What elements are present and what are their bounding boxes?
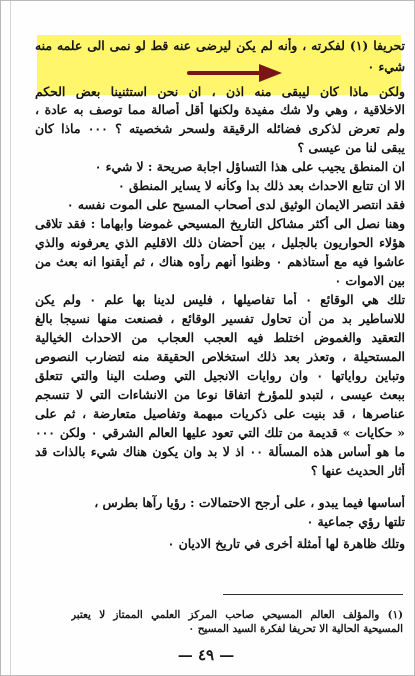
body-line: تلك هي الوقائع ٠ أما تفاصيلها ، فليس لدينا بها علم ٠ ولم يكن xyxy=(35,292,405,307)
footnote-line: المسيحية الحالية الا تحريفا لفكرة السيد المسيح ٠ xyxy=(188,623,403,635)
page-number: — ٤٩ — xyxy=(177,646,235,664)
body-line: وتلك ظاهرة لها أمثلة أخرى في تاريخ الاديان ٠ xyxy=(167,536,405,551)
body-line: التعقيد والغموض اختلط فيه العجب العجاب من الاحداث الخيالية xyxy=(35,330,405,345)
body-line: وهنا نصل الى أكثر مشاكل التاريخ المسيحي غموضا وابهاما : فقد تلاقى xyxy=(35,216,405,231)
body-line: تلتها رؤي جماعية ٠ xyxy=(306,514,405,529)
body-line: الا ان تتابع الاحداث بعد ذلك بدا وكأنه لا يساير المنطق ٠ xyxy=(117,178,405,193)
body-line: ان المنطق يجيب على هذا التساؤل اجابة صريحة : لا شيء ٠ xyxy=(94,159,405,174)
body-line: بين الاموات ٠ xyxy=(334,273,405,288)
body-line: الاخلاقية ، وهي ولا شك مفيدة ولكنها أقل أصالة مما توصف به عادة ، xyxy=(35,102,405,117)
body-line: ببعث عيسى ، لتبدو للمؤرخ اتفاقا نوعا من الانشاءات التي لا تنسجم xyxy=(35,387,405,402)
body-line: شيء ٠ xyxy=(367,59,405,74)
arrow-icon xyxy=(187,61,283,83)
body-line: وتباين رواياتها ٠ وان روايات الانجيل التي وصلت الينا والتي تتعلق xyxy=(35,368,405,383)
body-line: المستحيلة ، وتعذر بعد ذلك استخلاص الحقيقة منه لتضارب النصوص xyxy=(35,349,405,364)
body-line: يبقى لنا من عيسى ؟ xyxy=(297,140,405,155)
body-line: ولم تعرض لذكرى فضائله الرقيقة ولسحر شخصيته ؟ ٠٠٠ ماذا كان xyxy=(35,121,405,136)
body-line: تحريفا (١) لفكرته ، وأنه لم يكن ليرضى عنه قط لو نمى الى علمه منه xyxy=(35,38,405,53)
body-line: هؤلاء الحواريون بالجليل ، بين أحضان ذلك الاقليم الذي يعرفونه والذي xyxy=(35,235,405,250)
body-line: عناصرها ، قد بنيت على ذكريات مبهمة وتفاصيل متعارضة ، ثم على xyxy=(35,406,405,421)
scan-edge-line xyxy=(10,1,11,676)
body-line: فقد انتصر الايمان الوثيق لدى أصحاب المسيح على الموت نفسه ٠ xyxy=(66,197,405,212)
body-line: ولكن ماذا كان ليبقى منه اذن ، ان نحن استثنينا بعض الحكم xyxy=(35,84,405,99)
body-line: أثار الحديث عنها ؟ xyxy=(310,463,405,478)
body-line: للاساطير بد من أن تحاول تفسير الوقائع ، فصنعت منها نسيجا بالغ xyxy=(35,311,405,326)
footnote-divider xyxy=(223,594,403,595)
body-line: عاشوا فيه مع أستاذهم ٠ وظنوا أنهم رأوه هناك ، ثم أيقنوا انه بعث من xyxy=(35,254,405,269)
body-line: أساسها فيما يبدو ، على أرجح الاحتمالات : رؤيا رآها بطرس ، xyxy=(94,495,405,510)
body-line: « حكايات » قديمة من تلك التي تعود عليها العالم الشرقي ٠ ولكن ٠٠٠ xyxy=(35,425,405,440)
footnote-line: (١) والمؤلف العالم المسيحي صاحب المركز العلمي الممتاز لا يعتبر xyxy=(71,609,403,621)
body-line: ما هو أساس هذه المسألة ٠٠ اذ لا بد وان يكون هناك شيء بالذات قد xyxy=(35,444,405,459)
